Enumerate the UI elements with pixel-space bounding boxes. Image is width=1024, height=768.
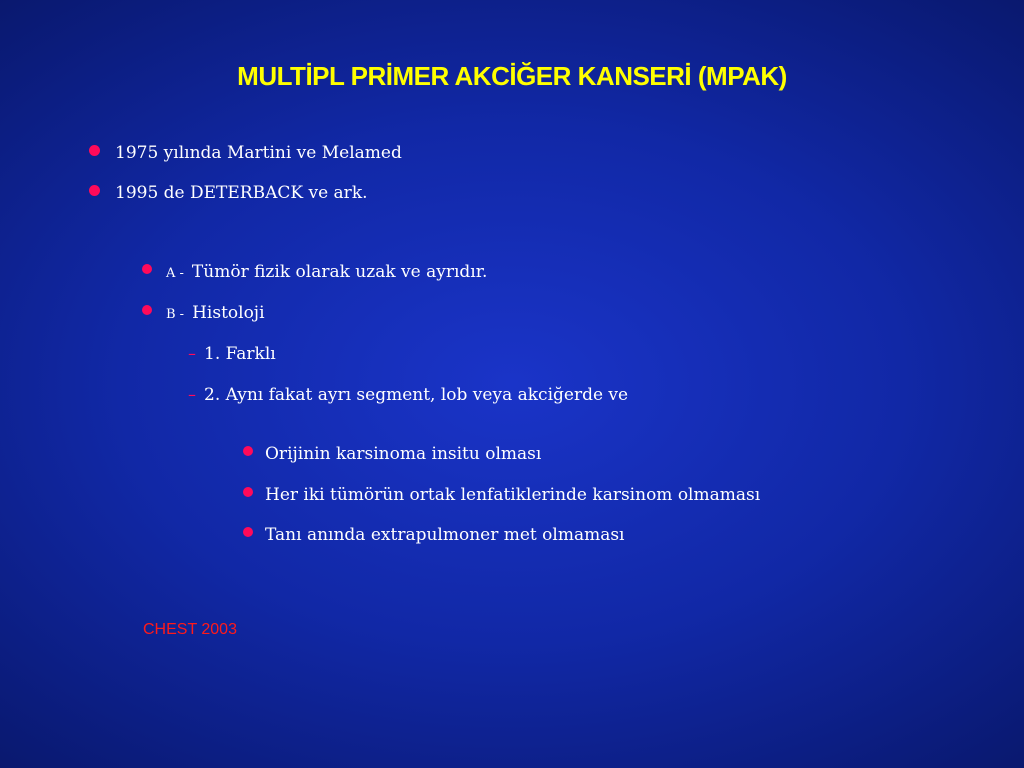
histology-item — [188, 344, 276, 364]
criterion-item — [142, 262, 487, 282]
bullet-dot-icon — [243, 527, 253, 537]
condition-text: Her iki tümörün ortak lenfatiklerinde karsinom olmaması — [265, 485, 761, 505]
citation: CHEST 2003 — [143, 621, 237, 638]
histology-text: 1. Farklı — [204, 344, 276, 364]
bullet-dot-icon — [243, 446, 253, 456]
bullet-dot-icon — [89, 185, 100, 196]
criterion-marker: B - — [166, 307, 185, 322]
condition-item — [243, 444, 541, 464]
histology-item — [188, 385, 628, 405]
condition-item — [243, 525, 625, 545]
criterion-text: Histoloji — [192, 303, 265, 323]
dash-icon: – — [188, 385, 196, 404]
criterion-item — [142, 303, 265, 323]
dash-icon: – — [188, 344, 196, 363]
condition-item — [243, 485, 760, 505]
slide-title: MULTİPL PRİMER AKCİĞER KANSERİ (MPAK) — [237, 61, 787, 91]
condition-text: Tanı anında extrapulmoner met olmaması — [265, 525, 625, 545]
bullet-dot-icon — [142, 305, 152, 315]
bullet-text: 1975 yılında Martini ve Melamed — [115, 143, 402, 163]
bullet-item — [89, 143, 402, 163]
bullet-dot-icon — [142, 264, 152, 274]
condition-text: Orijinin karsinoma insitu olması — [265, 444, 542, 464]
bullet-item — [89, 183, 368, 203]
bullet-dot-icon — [89, 145, 100, 156]
bullet-text: 1995 de DETERBACK ve ark. — [115, 183, 368, 203]
criterion-text: Tümör fizik olarak uzak ve ayrıdır. — [191, 262, 488, 282]
histology-text: 2. Aynı fakat ayrı segment, lob veya akciğerde ve — [204, 385, 629, 405]
criterion-marker: A - — [166, 266, 184, 281]
bullet-dot-icon — [243, 487, 253, 497]
